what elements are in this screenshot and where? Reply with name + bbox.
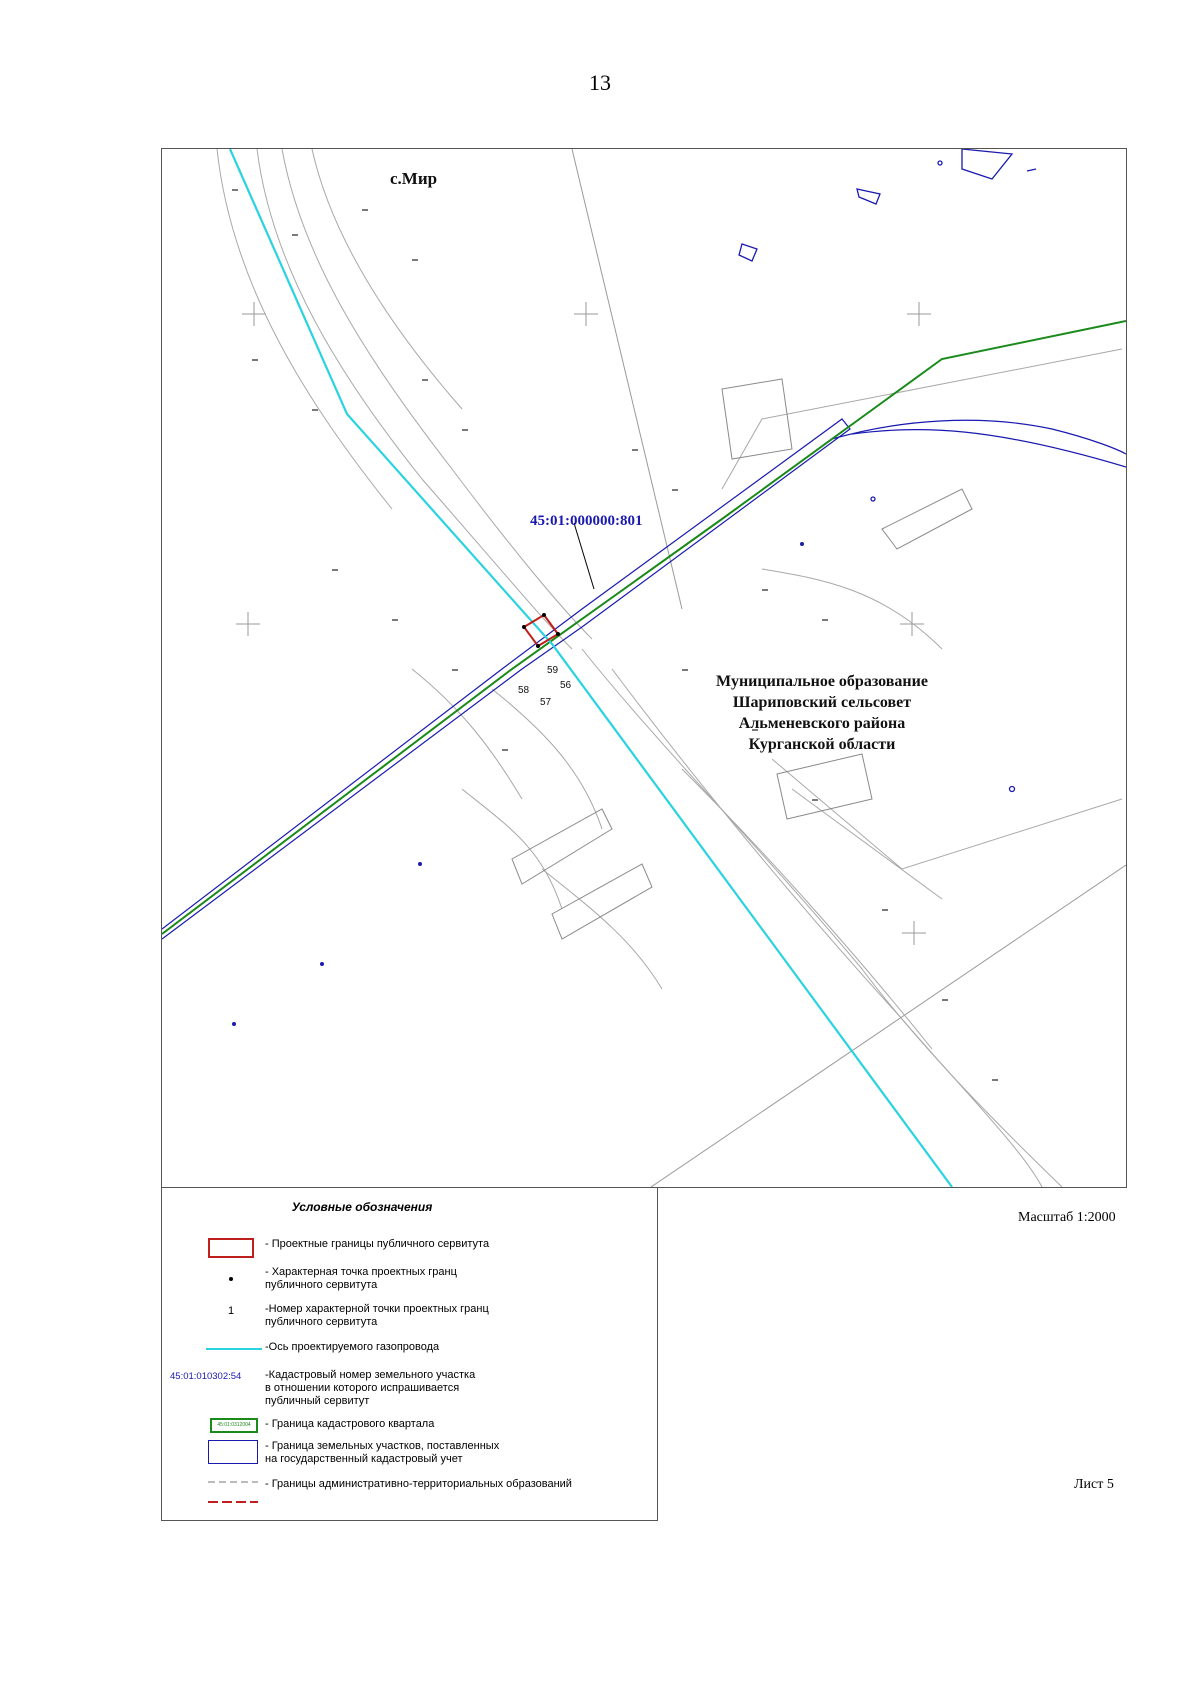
parcel-boundary (162, 419, 1126, 939)
legend-text: -Номер характерной точки проектных гранц публичного сервитута (265, 1303, 489, 1328)
blue-rectangle-symbol (208, 1440, 258, 1464)
municipality-line: Муниципальное образование (716, 673, 928, 690)
legend-text: -Кадастровый номер земельного участка в отношении которого испрашивается публичный сервитут (265, 1369, 476, 1407)
legend-text: - Граница земельных участков, поставленных на государственный кадастровый учет (265, 1440, 500, 1465)
point-number: 58 (518, 685, 530, 696)
municipality-line: Альменевского района (738, 715, 906, 732)
cadastral-number-label[interactable]: 45:01:000000:801 (530, 513, 643, 529)
dot-symbol (229, 1277, 233, 1281)
sheet-label: Лист 5 (1074, 1477, 1114, 1492)
cyan-line-symbol (206, 1348, 262, 1350)
admin-boundary-line (572, 149, 682, 609)
structures (512, 379, 972, 939)
municipality-label (682, 671, 962, 755)
map-legend (161, 1187, 658, 1521)
blue-points (232, 542, 804, 1026)
legend-title: Условные обозначения (291, 1200, 433, 1214)
page-number: 13 (589, 70, 611, 95)
cadastral-number-symbol: 45:01:010302:54 (170, 1371, 242, 1382)
municipality-line: Курганской области (748, 736, 896, 753)
map-drawing (162, 149, 1126, 1187)
green-rectangle-symbol: 45:01:0312004 (210, 1418, 258, 1433)
legend-text: - Граница кадастрового квартала (265, 1418, 435, 1430)
point-number: 56 (560, 680, 572, 691)
map-cut-line (651, 865, 1126, 1187)
legend-text: - Характерная точка проектных гранц публичного сервитута (265, 1266, 457, 1291)
legend-text: - Проектные границы публичного сервитута (265, 1238, 490, 1250)
legend-text: -Ось проектируемого газопровода (265, 1341, 440, 1353)
point-number: 57 (540, 697, 552, 708)
survey-marks (232, 189, 998, 1081)
municipality-line: Шариповский сельсовет (732, 694, 912, 711)
cadastral-map[interactable] (161, 148, 1127, 1188)
number-symbol: 1 (228, 1305, 235, 1317)
point-number: 59 (547, 665, 559, 676)
red-rectangle-symbol (208, 1238, 254, 1258)
scale-label: Масштаб 1:2000 (1018, 1210, 1116, 1225)
cadastral-leader (574, 523, 594, 589)
quarter-boundary (162, 321, 1126, 934)
settlement-label: с.Мир (390, 169, 438, 188)
dashed-admin-symbol (208, 1478, 258, 1504)
gas-pipeline-axis (230, 149, 952, 1187)
terrain-lines (217, 149, 1122, 1187)
legend-text: - Границы административно-территориальных образований (265, 1478, 572, 1490)
